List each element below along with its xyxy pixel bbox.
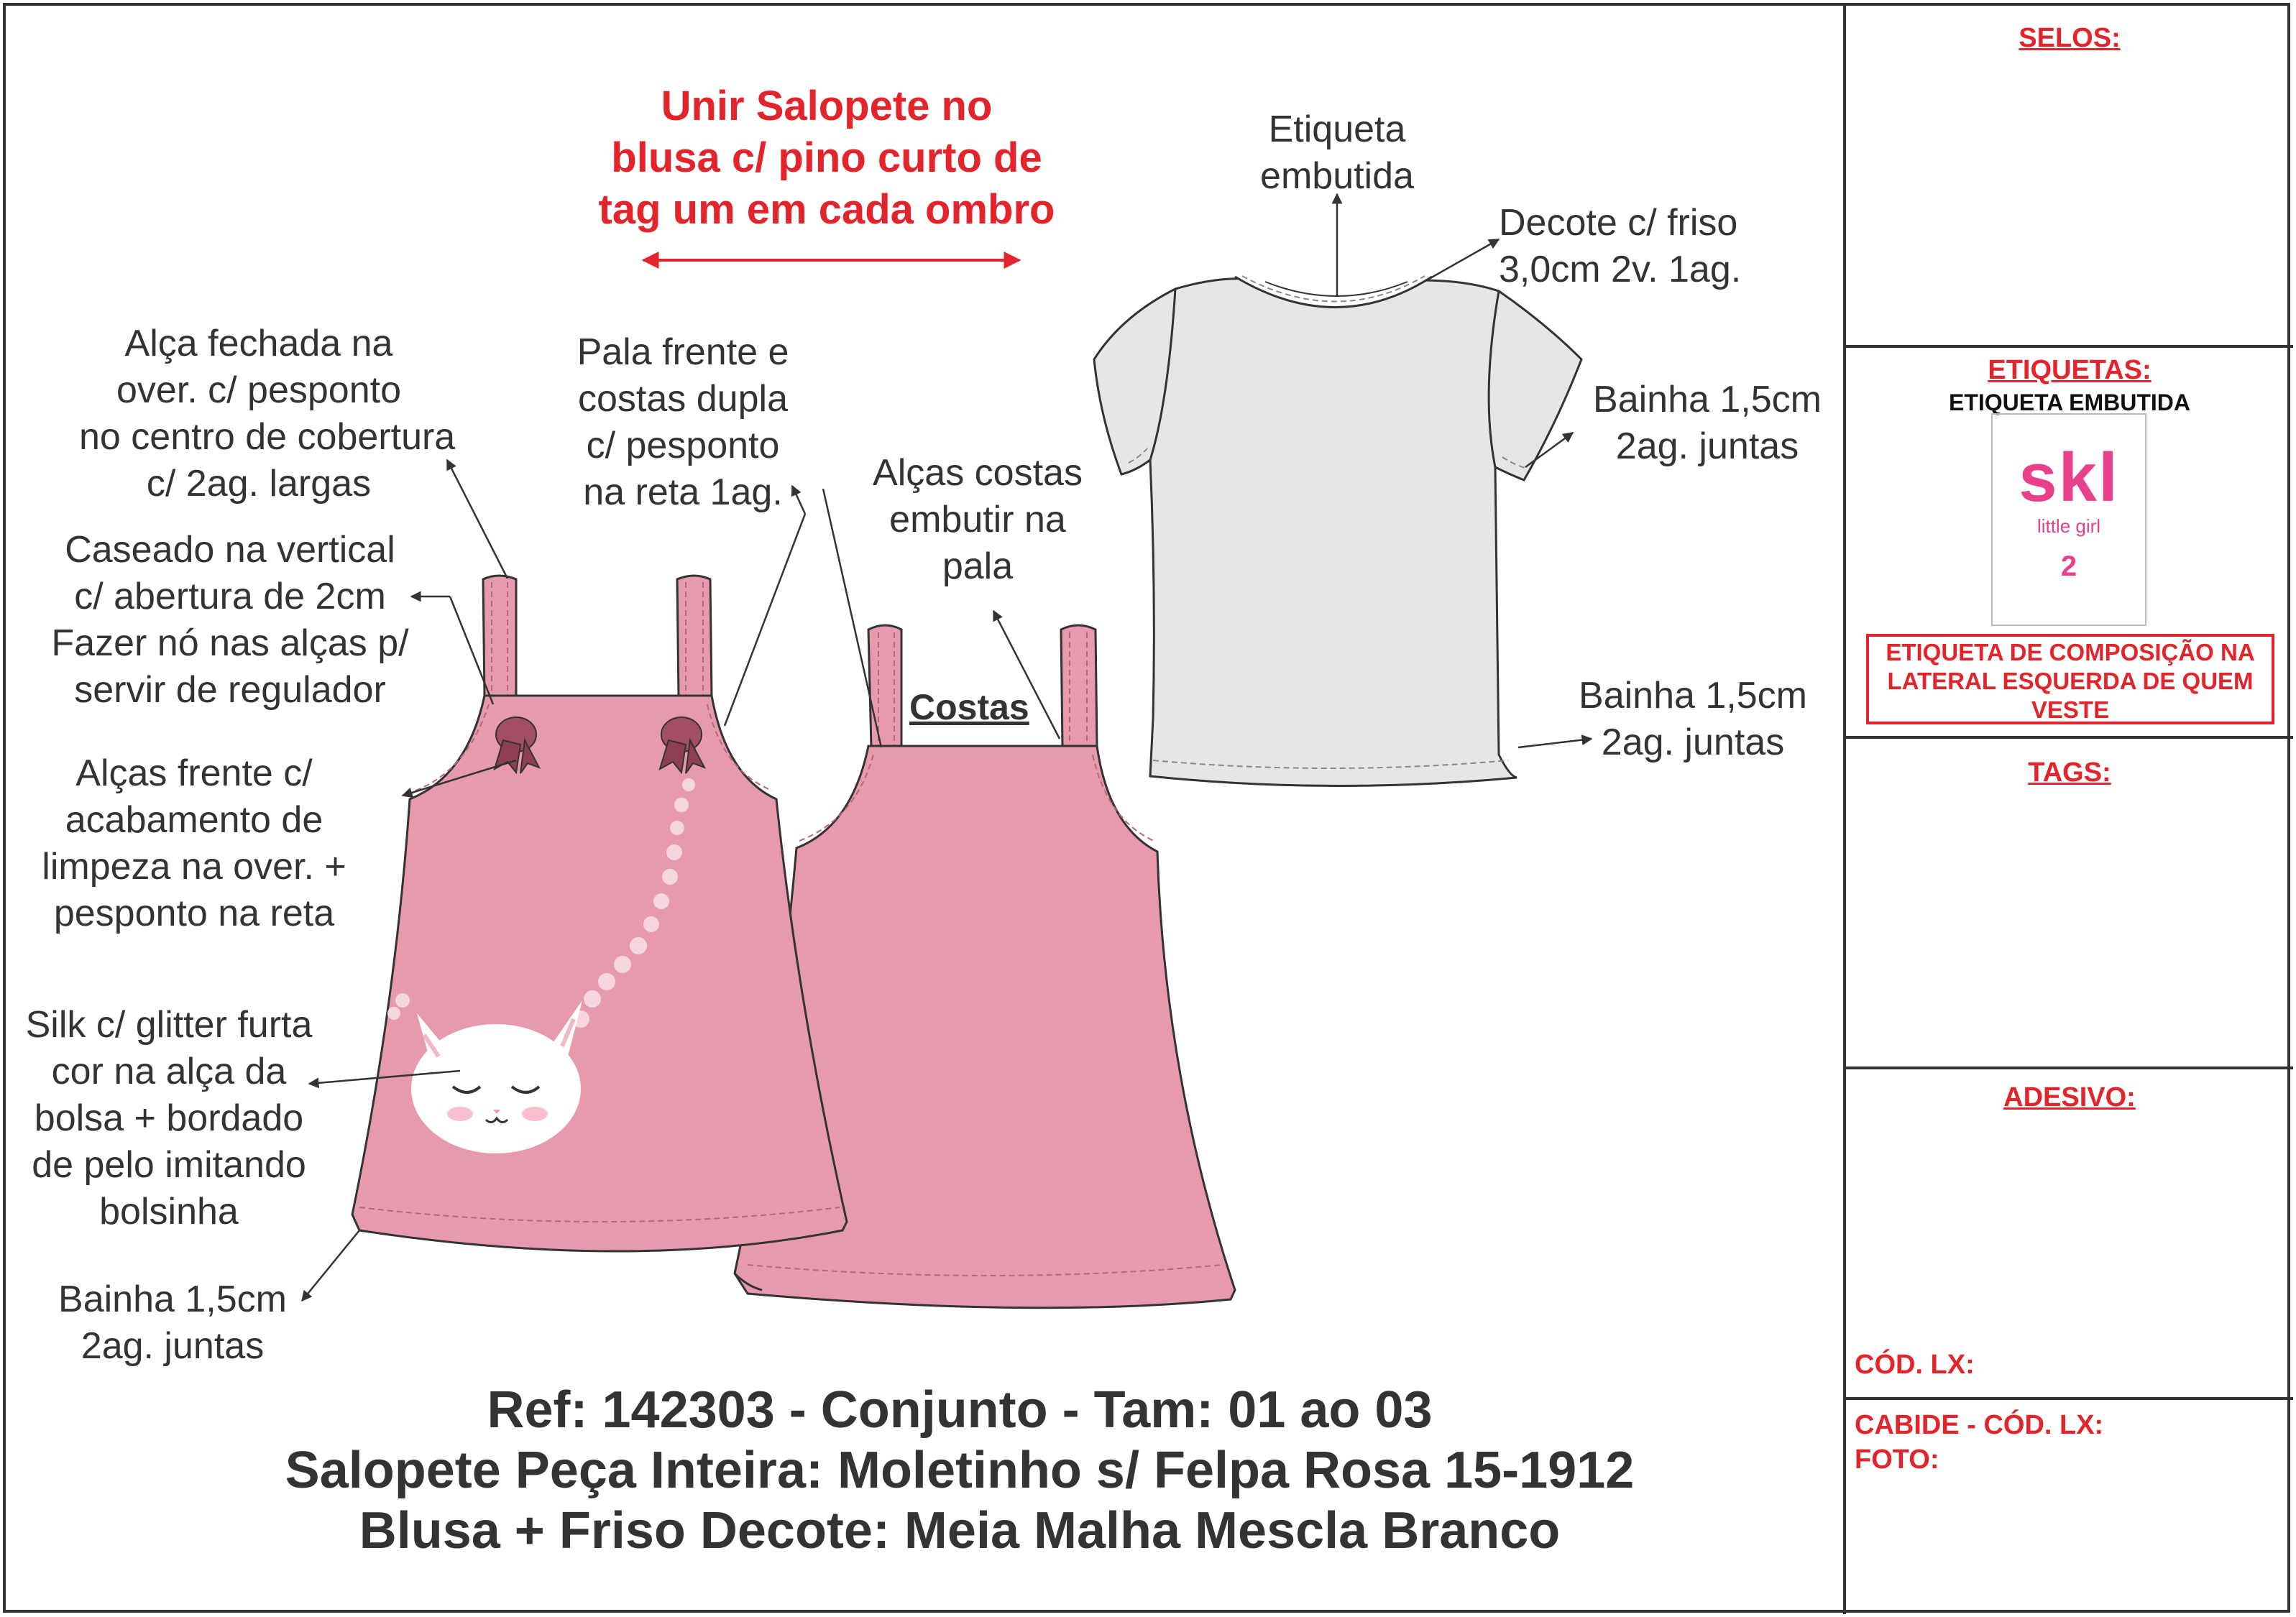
label-line: over. c/ pesponto (116, 369, 402, 411)
label-alcas-frente (14, 750, 374, 937)
section-adesivo (1846, 1069, 2293, 1400)
label-decote (1499, 200, 1786, 293)
cod-lx-label: CÓD. LX: (1855, 1350, 1975, 1380)
label-alca-fechada (79, 321, 456, 507)
label-line: 2ag. juntas (1601, 722, 1785, 763)
label-line: de pelo imitando (32, 1144, 306, 1186)
label-bainha-salopete (36, 1276, 309, 1370)
composicao-line: LATERAL ESQUERDA DE QUEM (1887, 668, 2254, 694)
label-line: c/ abertura de 2cm (74, 576, 386, 617)
label-line: Etiqueta (1268, 109, 1406, 150)
spec-sidebar (1843, 3, 2293, 1614)
label-line: Decote c/ friso (1499, 202, 1738, 244)
label-line: cor na alça da (51, 1051, 287, 1092)
label-line: pala (942, 545, 1014, 587)
label-line: Bainha 1,5cm (1593, 379, 1822, 420)
label-silk (0, 1002, 338, 1235)
label-pala (546, 329, 819, 516)
label-bainha-manga (1574, 377, 1840, 470)
label-line: bolsinha (99, 1191, 239, 1233)
label-line: Alças frente c/ (75, 752, 313, 794)
label-line: 2ag. juntas (1615, 425, 1799, 467)
tags-title: TAGS: (2028, 757, 2111, 788)
instruction-line: blusa c/ pino curto de (611, 134, 1042, 181)
label-line: Caseado na vertical (65, 529, 395, 571)
label-line: Bainha 1,5cm (1579, 675, 1807, 717)
section-cabide (1846, 1400, 2293, 1613)
instruction-line: tag um em cada ombro (598, 186, 1055, 233)
etiquetas-title: ETIQUETAS: (1988, 355, 2152, 385)
label-alcas-costas (848, 450, 1107, 590)
label-line: limpeza na over. + (42, 846, 346, 888)
instruction-title (532, 80, 1121, 236)
label-line: embutir na (889, 499, 1066, 540)
composicao-note (1866, 634, 2274, 724)
instruction-line: Unir Salopete no (661, 83, 993, 129)
foto-label: FOTO: (1855, 1445, 1939, 1475)
label-line: embutida (1260, 155, 1414, 197)
footer-line: Ref: 142303 - Conjunto - Tam: 01 ao 03 (487, 1381, 1433, 1439)
label-line: Alça fechada na (124, 323, 393, 364)
label-line: Alças costas (873, 452, 1083, 494)
label-line: acabamento de (65, 799, 323, 841)
tag-size: 2 (2060, 550, 2077, 582)
label-caseado (22, 527, 438, 714)
section-selos (1846, 3, 2293, 348)
footer-line: Blusa + Friso Decote: Meia Malha Mescla Branco (359, 1502, 1561, 1560)
label-etiqueta (1222, 106, 1452, 200)
etiqueta-embutida-label: ETIQUETA EMBUTIDA (1949, 390, 2190, 415)
brand-sub: little girl (2036, 515, 2101, 537)
bow-right-icon (660, 717, 704, 773)
costas-label: Costas (909, 687, 1029, 727)
section-tags (1846, 739, 2293, 1069)
label-line: Pala frente e (577, 331, 789, 373)
adesivo-title: ADESIVO: (2003, 1082, 2136, 1112)
label-line: servir de regulador (74, 669, 386, 711)
label-line: no centro de cobertura (79, 416, 456, 458)
label-line: 2ag. juntas (81, 1325, 265, 1367)
cabide-label: CABIDE - CÓD. LX: (1855, 1410, 2104, 1440)
label-line: Bainha 1,5cm (58, 1279, 287, 1320)
label-line: pesponto na reta (53, 893, 335, 934)
label-line: Fazer nó nas alças p/ (51, 622, 409, 664)
blusa (1094, 276, 1581, 786)
composicao-line: VESTE (2031, 696, 2110, 723)
label-line: c/ 2ag. largas (146, 463, 372, 505)
label-line: 3,0cm 2v. 1ag. (1499, 249, 1742, 290)
brand-tag (1991, 413, 2146, 626)
composicao-line: ETIQUETA DE COMPOSIÇÃO NA (1886, 639, 2255, 665)
label-line: costas dupla (578, 378, 788, 420)
label-line: Silk c/ glitter furta (25, 1004, 313, 1046)
label-bainha-blusa (1560, 673, 1826, 766)
selos-title: SELOS: (2019, 23, 2121, 53)
spec-footer (79, 1380, 1840, 1561)
label-line: na reta 1ag. (583, 471, 783, 513)
brand-logo: skl (2019, 439, 2119, 516)
footer-line: Salopete Peça Inteira: Moletinho s/ Felpa Rosa 15-1912 (285, 1442, 1635, 1499)
label-line: c/ pesponto (586, 425, 780, 466)
label-line: bolsa + bordado (34, 1097, 304, 1139)
